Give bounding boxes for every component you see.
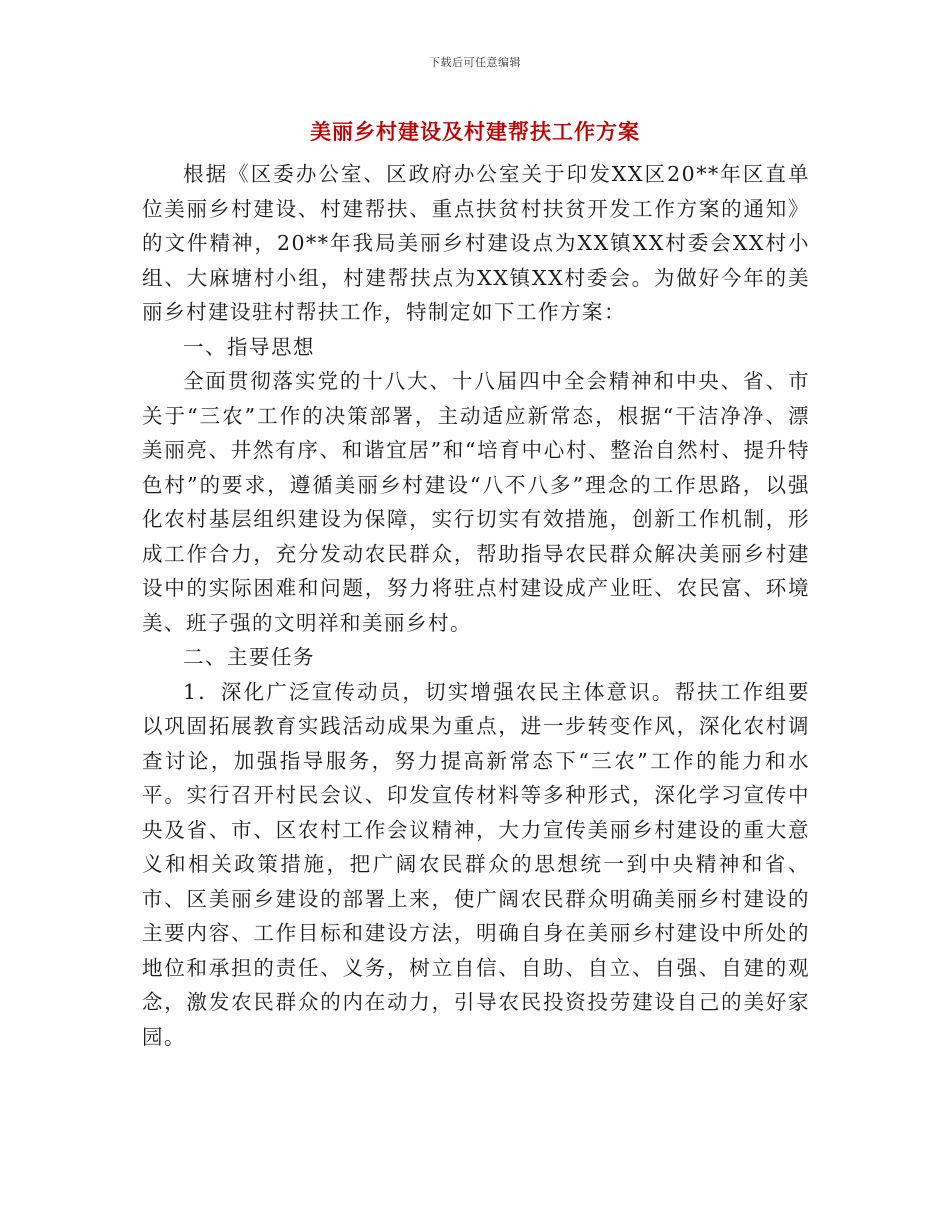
document-title: 美丽乡村建设及村建帮扶工作方案 <box>310 119 640 144</box>
paragraph-intro: 根据《区委办公室、区政府办公室关于印发XX区20**年区直单位美丽乡村建设、村建帮扶、重点扶贫村扶贫开发工作方案的通知》的文件精神，20**年我局美丽乡村建设点为XX镇XX村委会XX村小组、大麻塘村小组，村建帮扶点为XX镇XX村委会。为做好今年的美丽乡村建设驻村帮扶工作，特制定如下工作方案： <box>142 162 810 324</box>
paragraph-task-1: 1．深化广泛宣传动员，切实增强农民主体意识。帮扶工作组要以巩固拓展教育实践活动成果为重点，进一步转变作风，深化农村调查讨论，加强指导服务，努力提高新常态下“三农”工作的能力和水平。实行召开村民会议、印发宣传材料等多种形式，深化学习宣传中央及省、市、区农村工作会议精神，大力宣传美丽乡村建设的重大意义和相关政策措施，把广阔农民群众的思想统一到中央精神和省、市、区美丽乡建设的部署上来，使广阔农民群众明确美丽乡村建设的主要内容、工作目标和建设方法，明确自身在美丽乡村建设中所处的地位和承担的责任、义务，树立自信、自助、自立、自强、自建的观念，激发农民群众的内在动力，引导农民投资投劳建设自己的美好家园。 <box>142 679 810 1049</box>
paragraph-guiding-thought: 全面贯彻落实党的十八大、十八届四中全会精神和中央、省、市关于“三农”工作的决策部署，主动适应新常态，根据“干洁净净、漂美丽亮、井然有序、和谐宜居”和“培育中心村、整治自然村、提升特色村”的要求，遵循美丽乡村建设“八不八多”理念的工作思路，以强化农村基层组织建设为保障，实行切实有效措施，创新工作机制，形成工作合力，充分发动农民群众，帮助指导农民群众解决美丽乡村建设中的实际困难和问题，努力将驻点村建设成产业旺、农民富、环境美、班子强的文明祥和美丽乡村。 <box>142 369 810 635</box>
section-heading-main-tasks: 二、主要任务 <box>183 645 315 669</box>
section-heading-guiding-thought: 一、指导思想 <box>183 334 315 359</box>
header-note: 下载后可任意编辑 <box>429 56 521 69</box>
document-body <box>142 157 810 1054</box>
